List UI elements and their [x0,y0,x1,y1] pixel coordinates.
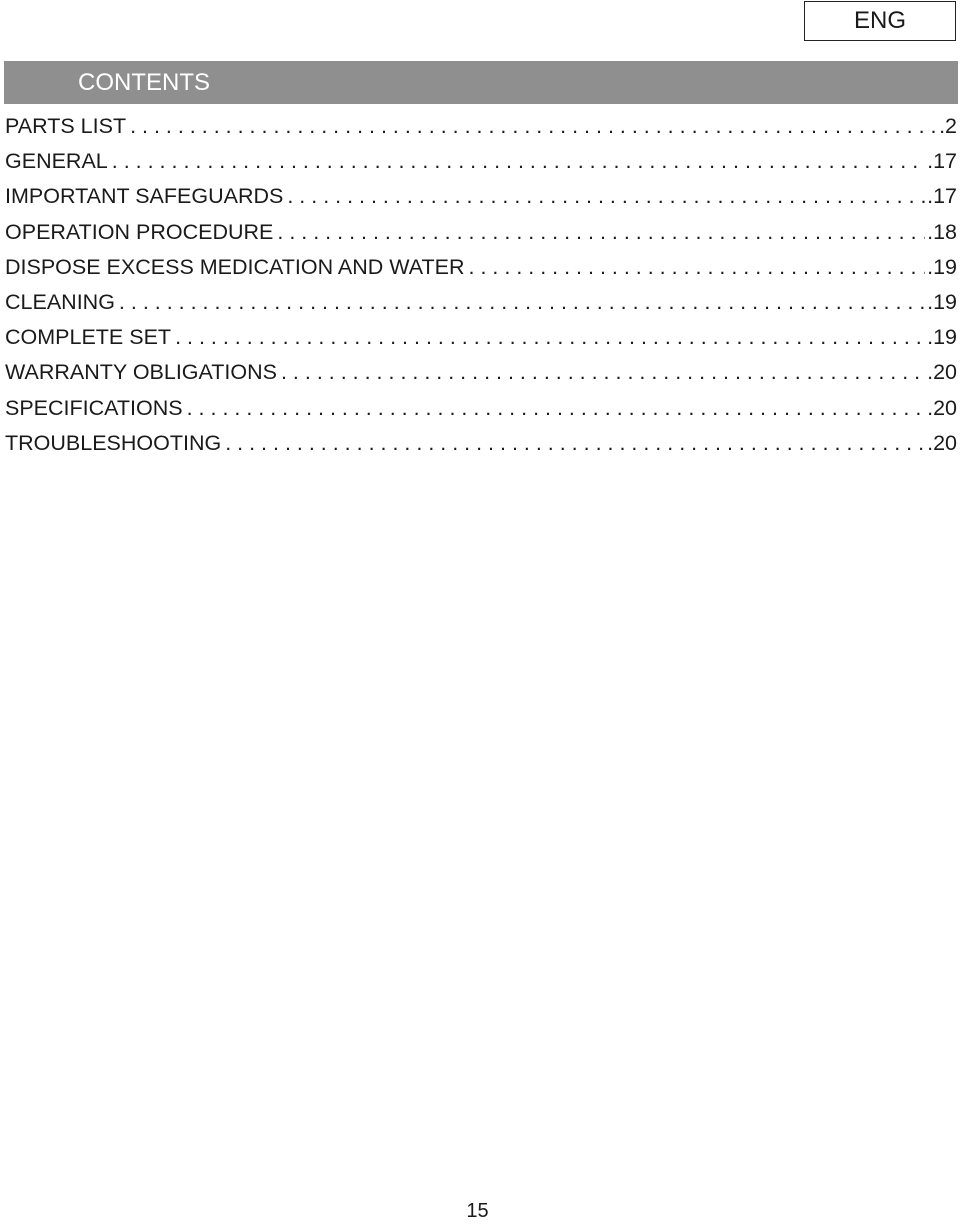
toc-entry-title: GENERAL [5,149,108,174]
page-number: 15 [466,1200,489,1222]
toc-entry-page: .17 [927,184,957,209]
toc-dot-leader [287,184,925,209]
toc-entry-title: TROUBLESHOOTING [5,430,222,455]
toc-entry-page: .19 [927,254,957,279]
toc-entry-cleaning[interactable] [5,290,957,325]
toc-entry-page: .17 [927,149,957,174]
toc-entry-specifications[interactable] [5,396,957,431]
toc-entry-parts-list[interactable] [5,114,957,149]
toc-dot-leader [225,431,925,456]
toc-dot-leader [130,114,937,139]
toc-entry-page: .20 [927,360,957,385]
table-of-contents [5,114,957,466]
toc-dot-leader [281,360,925,385]
toc-entry-title: SPECIFICATIONS [5,395,183,420]
toc-entry-page: .20 [927,430,957,455]
toc-dot-leader [187,396,926,421]
toc-entry-page: .18 [927,219,957,244]
toc-entry-title: CLEANING [5,289,115,314]
contents-title: CONTENTS [78,68,210,96]
toc-dot-leader [469,255,926,280]
toc-dot-leader [112,149,925,174]
toc-entry-operation-procedure[interactable] [5,220,957,255]
toc-entry-page: .19 [927,289,957,314]
toc-entry-title: OPERATION PROCEDURE [5,219,274,244]
toc-entry-general[interactable] [5,149,957,184]
toc-entry-page: .2 [939,114,957,138]
language-label [804,1,956,41]
toc-entry-title: COMPLETE SET [5,325,172,350]
contents-header [4,61,958,104]
toc-dot-leader [277,220,925,245]
toc-entry-warranty-obligations[interactable] [5,360,957,395]
toc-entry-title: IMPORTANT SAFEGUARDS [5,184,284,209]
toc-dot-leader [119,290,925,315]
toc-entry-title: DISPOSE EXCESS MEDICATION AND WATER [5,254,465,279]
toc-dot-leader [175,325,925,350]
toc-entry-important-safeguards[interactable] [5,184,957,219]
toc-entry-troubleshooting[interactable] [5,431,957,466]
toc-entry-page: .20 [927,395,957,420]
toc-entry-page: .19 [927,325,957,350]
toc-entry-complete-set[interactable] [5,325,957,360]
toc-entry-dispose-excess-medication[interactable] [5,255,957,290]
toc-entry-title: PARTS LIST [5,114,127,138]
language-label-text: ENG [853,7,906,34]
toc-entry-title: WARRANTY OBLIGATIONS [5,360,277,385]
